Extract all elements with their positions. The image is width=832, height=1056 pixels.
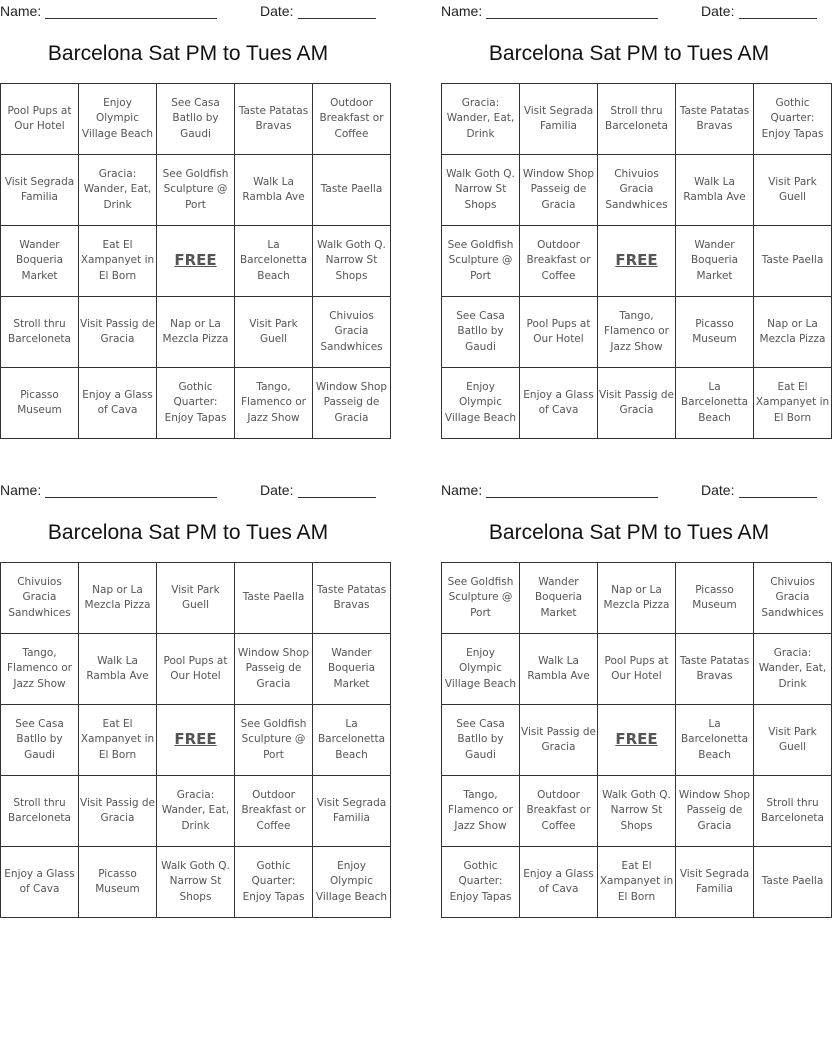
bingo-cell: Wander Boqueria Market bbox=[520, 563, 598, 634]
date-label: Date: bbox=[701, 482, 735, 498]
bingo-cell: Pool Pups at Our Hotel bbox=[157, 634, 235, 705]
bingo-cell: Tango, Flamenco or Jazz Show bbox=[235, 368, 313, 439]
card-header bbox=[441, 482, 817, 502]
grid-row bbox=[1, 634, 391, 705]
bingo-cell: Visit Segrada Familia bbox=[520, 84, 598, 155]
name-label: Name: bbox=[0, 482, 42, 498]
grid-row bbox=[1, 84, 391, 155]
bingo-cell: Outdoor Breakfast or Coffee bbox=[520, 776, 598, 847]
bingo-cell: Enjoy a Glass of Cava bbox=[520, 847, 598, 918]
bingo-cell: Outdoor Breakfast or Coffee bbox=[313, 84, 391, 155]
card-title: Barcelona Sat PM to Tues AM bbox=[47, 521, 329, 544]
bingo-cell: Taste Paella bbox=[754, 226, 832, 297]
grid-row bbox=[442, 776, 832, 847]
bingo-cell: Eat El Xampanyet in El Born bbox=[754, 368, 832, 439]
bingo-cell: Enjoy a Glass of Cava bbox=[520, 368, 598, 439]
grid-row bbox=[442, 705, 832, 776]
bingo-cell: Gothic Quarter: Enjoy Tapas bbox=[754, 84, 832, 155]
bingo-cell: Enjoy a Glass of Cava bbox=[79, 368, 157, 439]
bingo-grid bbox=[441, 562, 832, 918]
bingo-cell: See Casa Batllo by Gaudi bbox=[157, 84, 235, 155]
grid-row bbox=[442, 368, 832, 439]
grid-row bbox=[442, 563, 832, 634]
date-line bbox=[298, 18, 376, 19]
grid-row bbox=[442, 84, 832, 155]
bingo-cell: Visit Passig de Gracia bbox=[598, 368, 676, 439]
bingo-cell: Visit Segrada Familia bbox=[1, 155, 79, 226]
bingo-cell: Nap or La Mezcla Pizza bbox=[79, 563, 157, 634]
bingo-cell: Stroll thru Barceloneta bbox=[1, 776, 79, 847]
bingo-cell: Visit Segrada Familia bbox=[676, 847, 754, 918]
bingo-grid bbox=[0, 562, 391, 918]
card-header bbox=[0, 482, 376, 502]
card-title: Barcelona Sat PM to Tues AM bbox=[488, 521, 770, 544]
bingo-cell: Picasso Museum bbox=[79, 847, 157, 918]
bingo-cell: Enjoy a Glass of Cava bbox=[1, 847, 79, 918]
grid-row bbox=[442, 226, 832, 297]
bingo-card-3 bbox=[0, 479, 388, 919]
bingo-cell: See Casa Batllo by Gaudi bbox=[1, 705, 79, 776]
bingo-cell: Nap or La Mezcla Pizza bbox=[754, 297, 832, 368]
bingo-cell: Visit Passig de Gracia bbox=[79, 297, 157, 368]
bingo-cell: Window Shop Passeig de Gracia bbox=[520, 155, 598, 226]
free-space-cell: FREE bbox=[598, 226, 676, 297]
bingo-cell: Gracia: Wander, Eat, Drink bbox=[442, 84, 520, 155]
bingo-cell: See Goldfish Sculpture @ Port bbox=[442, 563, 520, 634]
grid-row bbox=[1, 368, 391, 439]
bingo-cell: Outdoor Breakfast or Coffee bbox=[235, 776, 313, 847]
bingo-cell: La Barcelonetta Beach bbox=[676, 705, 754, 776]
bingo-cell: Enjoy Olympic Village Beach bbox=[442, 634, 520, 705]
bingo-cell: Walk La Rambla Ave bbox=[520, 634, 598, 705]
card-header bbox=[0, 3, 376, 23]
bingo-cell: Taste Paella bbox=[313, 155, 391, 226]
bingo-cell: Walk Goth Q. Narrow St Shops bbox=[442, 155, 520, 226]
grid-row bbox=[442, 634, 832, 705]
bingo-cell: Window Shop Passeig de Gracia bbox=[235, 634, 313, 705]
bingo-cell: Gothic Quarter: Enjoy Tapas bbox=[442, 847, 520, 918]
bingo-cell: Walk Goth Q. Narrow St Shops bbox=[598, 776, 676, 847]
bingo-cell: Chivuios Gracia Sandwhices bbox=[1, 563, 79, 634]
bingo-cell: Chivuios Gracia Sandwhices bbox=[313, 297, 391, 368]
bingo-cell: Visit Segrada Familia bbox=[313, 776, 391, 847]
bingo-cell: Walk La Rambla Ave bbox=[235, 155, 313, 226]
bingo-cell: Stroll thru Barceloneta bbox=[598, 84, 676, 155]
card-title: Barcelona Sat PM to Tues AM bbox=[488, 42, 770, 65]
bingo-cell: Tango, Flamenco or Jazz Show bbox=[598, 297, 676, 368]
bingo-cell: Taste Paella bbox=[235, 563, 313, 634]
bingo-cell: Gracia: Wander, Eat, Drink bbox=[79, 155, 157, 226]
card-header bbox=[441, 3, 817, 23]
bingo-cell: Enjoy Olympic Village Beach bbox=[79, 84, 157, 155]
date-label: Date: bbox=[260, 3, 294, 19]
bingo-cell: See Casa Batllo by Gaudi bbox=[442, 705, 520, 776]
date-label: Date: bbox=[260, 482, 294, 498]
bingo-cell: Visit Passig de Gracia bbox=[520, 705, 598, 776]
bingo-cell: Visit Park Guell bbox=[754, 705, 832, 776]
bingo-cell: Picasso Museum bbox=[676, 297, 754, 368]
grid-row bbox=[1, 776, 391, 847]
grid-row bbox=[442, 155, 832, 226]
date-line bbox=[298, 497, 376, 498]
bingo-cell: Window Shop Passeig de Gracia bbox=[676, 776, 754, 847]
bingo-cell: Visit Park Guell bbox=[235, 297, 313, 368]
bingo-cell: Pool Pups at Our Hotel bbox=[598, 634, 676, 705]
bingo-cell: Stroll thru Barceloneta bbox=[754, 776, 832, 847]
bingo-cell: Picasso Museum bbox=[1, 368, 79, 439]
bingo-cell: Wander Boqueria Market bbox=[1, 226, 79, 297]
bingo-cell: Visit Park Guell bbox=[754, 155, 832, 226]
bingo-cell: Gothic Quarter: Enjoy Tapas bbox=[235, 847, 313, 918]
bingo-cell: See Casa Batllo by Gaudi bbox=[442, 297, 520, 368]
bingo-cell: Wander Boqueria Market bbox=[313, 634, 391, 705]
bingo-cell: Walk Goth Q. Narrow St Shops bbox=[157, 847, 235, 918]
free-space-cell: FREE bbox=[157, 705, 235, 776]
bingo-grid bbox=[0, 83, 391, 439]
bingo-cell: Nap or La Mezcla Pizza bbox=[598, 563, 676, 634]
free-space-cell: FREE bbox=[598, 705, 676, 776]
bingo-cell: See Goldfish Sculpture @ Port bbox=[157, 155, 235, 226]
bingo-cell: Wander Boqueria Market bbox=[676, 226, 754, 297]
grid-row bbox=[1, 226, 391, 297]
bingo-cell: Taste Patatas Bravas bbox=[676, 84, 754, 155]
grid-row bbox=[1, 705, 391, 776]
bingo-cell: La Barcelonetta Beach bbox=[313, 705, 391, 776]
bingo-cell: Pool Pups at Our Hotel bbox=[1, 84, 79, 155]
bingo-cell: Visit Passig de Gracia bbox=[79, 776, 157, 847]
bingo-cell: Tango, Flamenco or Jazz Show bbox=[1, 634, 79, 705]
grid-row bbox=[442, 297, 832, 368]
grid-row bbox=[1, 847, 391, 918]
bingo-cell: Walk La Rambla Ave bbox=[79, 634, 157, 705]
bingo-cell: Window Shop Passeig de Gracia bbox=[313, 368, 391, 439]
bingo-cell: Eat El Xampanyet in El Born bbox=[79, 705, 157, 776]
bingo-cell: Nap or La Mezcla Pizza bbox=[157, 297, 235, 368]
bingo-grid bbox=[441, 83, 832, 439]
bingo-cell: Enjoy Olympic Village Beach bbox=[313, 847, 391, 918]
name-line bbox=[45, 497, 217, 498]
bingo-cell: Chivuios Gracia Sandwhices bbox=[754, 563, 832, 634]
date-line bbox=[739, 18, 817, 19]
bingo-cell: Walk La Rambla Ave bbox=[676, 155, 754, 226]
name-line bbox=[45, 18, 217, 19]
bingo-cell: La Barcelonetta Beach bbox=[235, 226, 313, 297]
bingo-cell: Taste Patatas Bravas bbox=[313, 563, 391, 634]
bingo-cell: Walk Goth Q. Narrow St Shops bbox=[313, 226, 391, 297]
bingo-card-1 bbox=[0, 0, 388, 440]
bingo-cell: Gracia: Wander, Eat, Drink bbox=[754, 634, 832, 705]
name-line bbox=[486, 497, 658, 498]
bingo-cell: La Barcelonetta Beach bbox=[676, 368, 754, 439]
bingo-cell: Eat El Xampanyet in El Born bbox=[598, 847, 676, 918]
name-label: Name: bbox=[441, 482, 483, 498]
bingo-cell: Visit Park Guell bbox=[157, 563, 235, 634]
date-line bbox=[739, 497, 817, 498]
bingo-card-4 bbox=[441, 479, 827, 919]
free-space-cell: FREE bbox=[157, 226, 235, 297]
bingo-cell: Outdoor Breakfast or Coffee bbox=[520, 226, 598, 297]
card-title: Barcelona Sat PM to Tues AM bbox=[47, 42, 329, 65]
bingo-cell: Eat El Xampanyet in El Born bbox=[79, 226, 157, 297]
bingo-cell: Pool Pups at Our Hotel bbox=[520, 297, 598, 368]
date-label: Date: bbox=[701, 3, 735, 19]
grid-row bbox=[1, 563, 391, 634]
grid-row bbox=[1, 297, 391, 368]
bingo-cell: Gothic Quarter: Enjoy Tapas bbox=[157, 368, 235, 439]
bingo-cell: Tango, Flamenco or Jazz Show bbox=[442, 776, 520, 847]
bingo-card-2 bbox=[441, 0, 830, 440]
bingo-cell: Stroll thru Barceloneta bbox=[1, 297, 79, 368]
bingo-cell: Picasso Museum bbox=[676, 563, 754, 634]
bingo-cell: Taste Patatas Bravas bbox=[676, 634, 754, 705]
bingo-cell: Taste Paella bbox=[754, 847, 832, 918]
grid-row bbox=[1, 155, 391, 226]
name-label: Name: bbox=[441, 3, 483, 19]
grid-row bbox=[442, 847, 832, 918]
bingo-cell: See Goldfish Sculpture @ Port bbox=[442, 226, 520, 297]
bingo-cell: See Goldfish Sculpture @ Port bbox=[235, 705, 313, 776]
bingo-cell: Taste Patatas Bravas bbox=[235, 84, 313, 155]
bingo-cell: Enjoy Olympic Village Beach bbox=[442, 368, 520, 439]
name-label: Name: bbox=[0, 3, 42, 19]
bingo-cell: Chivuios Gracia Sandwhices bbox=[598, 155, 676, 226]
name-line bbox=[486, 18, 658, 19]
bingo-cell: Gracia: Wander, Eat, Drink bbox=[157, 776, 235, 847]
